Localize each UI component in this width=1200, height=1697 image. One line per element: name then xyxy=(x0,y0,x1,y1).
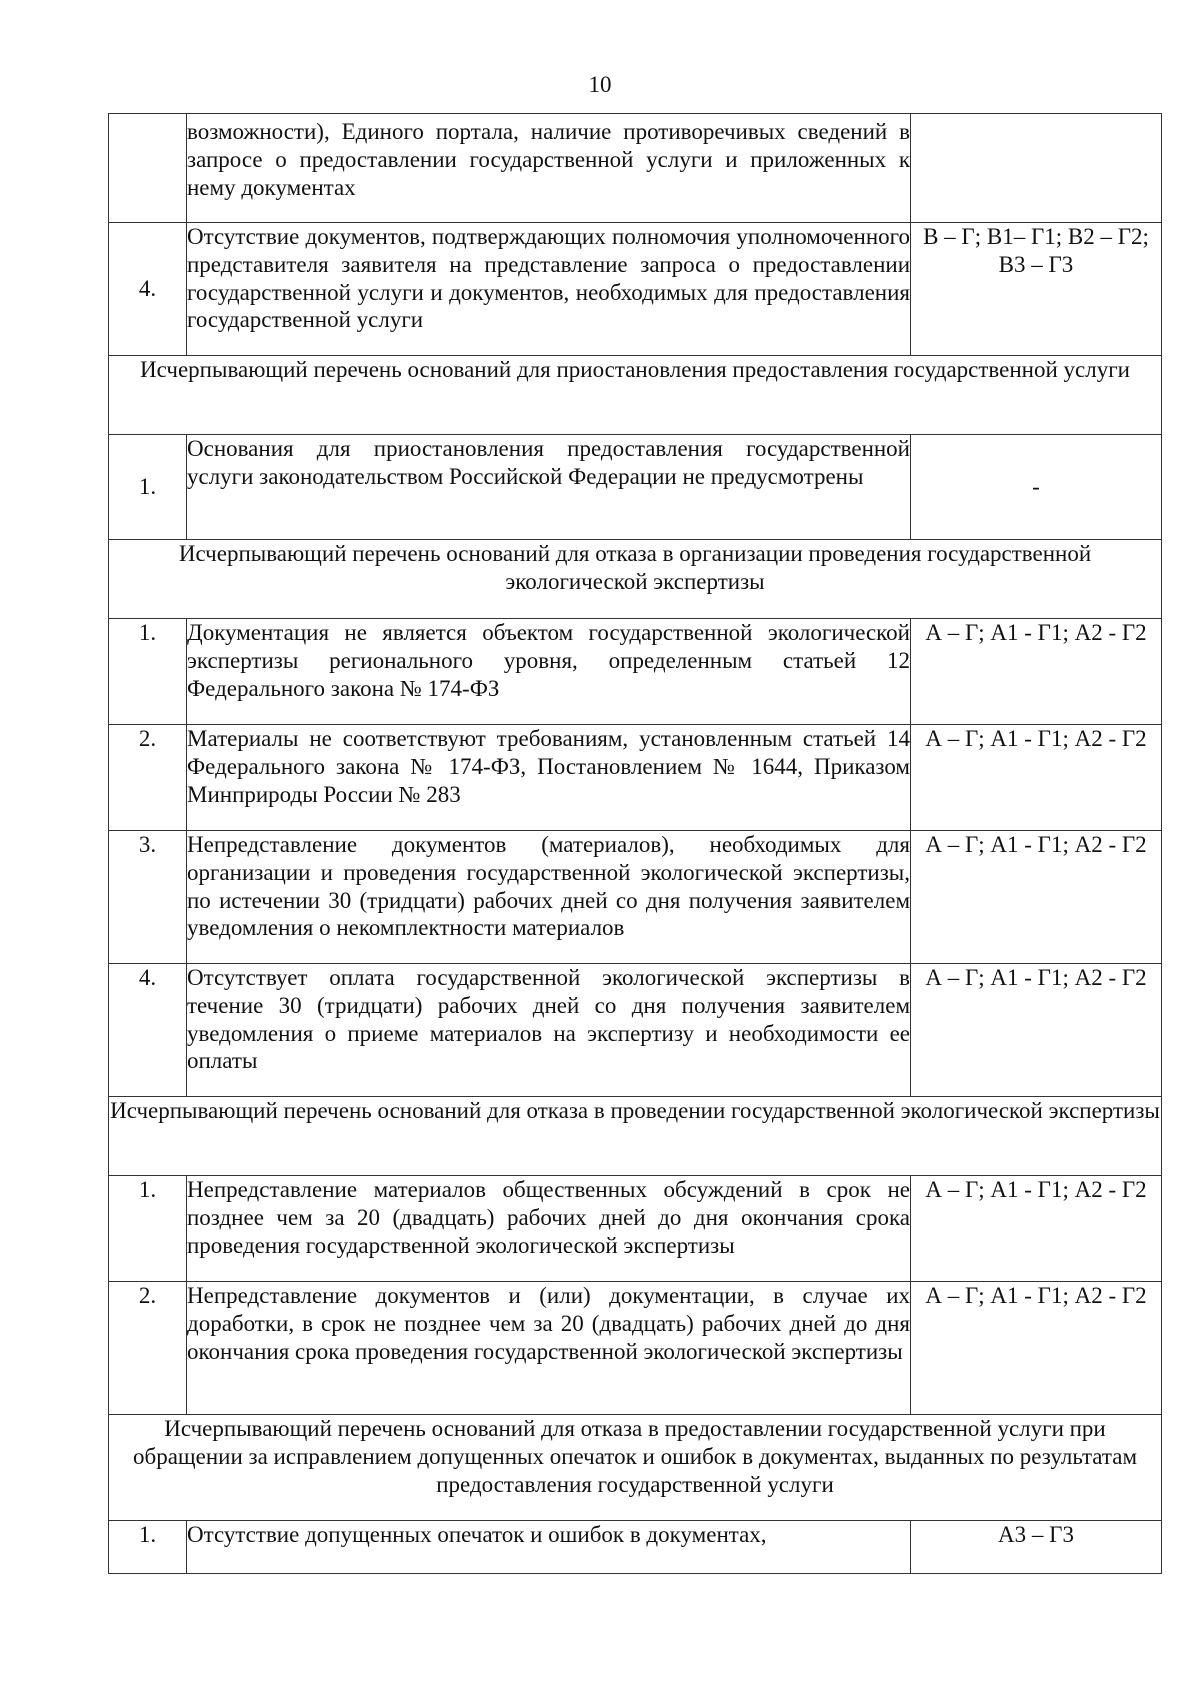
row-code: А – Г; А1 - Г1; А2 - Г2 xyxy=(911,831,1162,964)
table-row xyxy=(109,114,1162,223)
row-number: 1. xyxy=(109,1521,187,1574)
table-row xyxy=(109,1176,1162,1282)
section-heading: Исчерпывающий перечень оснований для отказа в организации проведения государственной экологической экспертизы xyxy=(109,540,1162,619)
row-text: Отсутствует оплата государственной экологической экспертизы в течение 30 (тридцати) рабочих дней со дня получения заявителем уведомления о приеме материалов на экспертизу и необходимости ее оплаты xyxy=(187,964,911,1097)
grounds-table xyxy=(108,113,1162,1574)
table-row xyxy=(109,725,1162,831)
table-row xyxy=(109,831,1162,964)
row-code: А – Г; А1 - Г1; А2 - Г2 xyxy=(911,964,1162,1097)
row-number: 4. xyxy=(109,223,187,356)
table-row xyxy=(109,1282,1162,1415)
row-number: 2. xyxy=(109,1282,187,1415)
row-number: 1. xyxy=(109,619,187,725)
table-row xyxy=(109,223,1162,356)
section-row xyxy=(109,1097,1162,1176)
row-code xyxy=(911,114,1162,223)
row-number: 1. xyxy=(109,1176,187,1282)
row-text: Непредставление документов и (или) документации, в случае их доработки, в срок не позднее чем за 20 (двадцать) рабочих дней до дня окончания срока проведения государственной экологической экспертизы xyxy=(187,1282,911,1415)
row-number: 2. xyxy=(109,725,187,831)
row-text: Отсутствие документов, подтверждающих полномочия уполномоченного представителя заявителя на представление запроса о предоставлении государственной услуги и документов, необходимых для предоставления государственной услуги xyxy=(187,223,911,356)
page-number: 10 xyxy=(588,72,612,97)
row-code: А – Г; А1 - Г1; А2 - Г2 xyxy=(911,619,1162,725)
row-code: А – Г; А1 - Г1; А2 - Г2 xyxy=(911,725,1162,831)
table-row xyxy=(109,964,1162,1097)
row-text: Непредставление документов (материалов), необходимых для организации и проведения государственной экологической экспертизы, по истечении 30 (тридцати) рабочих дней со дня получения заявителем уведомления о некомплектности материалов xyxy=(187,831,911,964)
section-row xyxy=(109,356,1162,435)
row-code: А – Г; А1 - Г1; А2 - Г2 xyxy=(911,1176,1162,1282)
row-text: Отсутствие допущенных опечаток и ошибок в документах, xyxy=(187,1521,911,1574)
row-number: 3. xyxy=(109,831,187,964)
section-heading: Исчерпывающий перечень оснований для отказа в предоставлении государственной услуги при обращении за исправлением допущенных опечаток и ошибок в документах, выданных по результатам предоставления государственной услуги xyxy=(109,1415,1162,1521)
row-code: В – Г; В1– Г1; В2 – Г2; В3 – Г3 xyxy=(911,223,1162,356)
table-row xyxy=(109,1521,1162,1574)
section-heading: Исчерпывающий перечень оснований для отказа в проведении государственной экологической экспертизы xyxy=(109,1097,1162,1176)
row-text: Основания для приостановления предоставления государственной услуги законодательством Российской Федерации не предусмотрены xyxy=(187,435,911,540)
row-text: возможности), Единого портала, наличие противоречивых сведений в запросе о предоставлении государственной услуги и приложенных к нему документах xyxy=(187,114,911,223)
row-number: 1. xyxy=(109,435,187,540)
row-code: - xyxy=(911,435,1162,540)
row-number xyxy=(109,114,187,223)
row-code: А – Г; А1 - Г1; А2 - Г2 xyxy=(911,1282,1162,1415)
table-row xyxy=(109,435,1162,540)
table-row xyxy=(109,619,1162,725)
row-text: Непредставление материалов общественных обсуждений в срок не позднее чем за 20 (двадцать) рабочих дней до дня окончания срока проведения государственной экологической экспертизы xyxy=(187,1176,911,1282)
row-code: А3 – Г3 xyxy=(911,1521,1162,1574)
section-row xyxy=(109,540,1162,619)
row-number: 4. xyxy=(109,964,187,1097)
section-row xyxy=(109,1415,1162,1521)
section-heading: Исчерпывающий перечень оснований для приостановления предоставления государственной услуги xyxy=(109,356,1162,435)
row-text: Документация не является объектом государственной экологической экспертизы регионального уровня, определенным статьей 12 Федерального закона № 174-ФЗ xyxy=(187,619,911,725)
row-text: Материалы не соответствуют требованиям, установленным статьей 14 Федерального закона № 174-ФЗ, Постановлением № 1644, Приказом Минприроды России № 283 xyxy=(187,725,911,831)
